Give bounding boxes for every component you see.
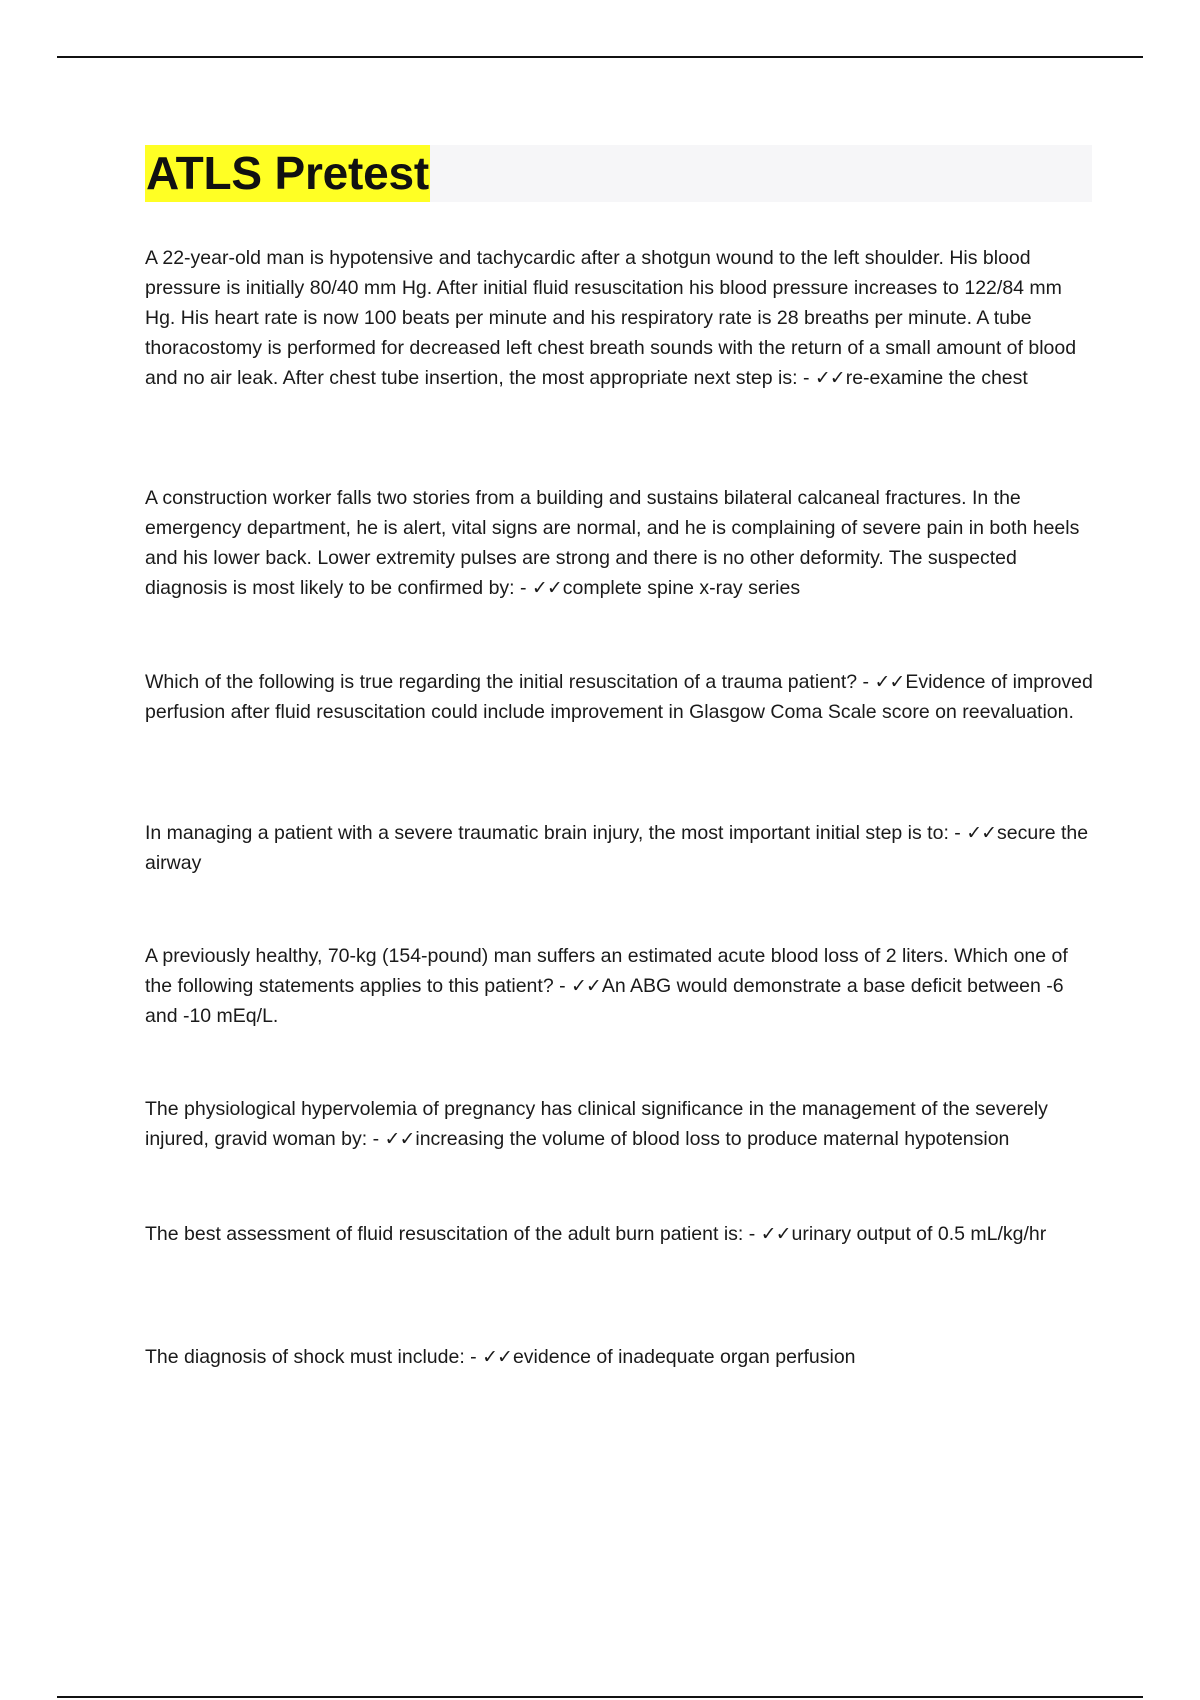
double-check-icon: ✓✓ xyxy=(531,577,562,599)
bottom-rule xyxy=(57,1696,1143,1698)
qa-item-2 xyxy=(145,483,1095,603)
double-check-icon: ✓✓ xyxy=(874,671,905,693)
double-check-icon: ✓✓ xyxy=(482,1346,512,1368)
question-text: The diagnosis of shock must include: - xyxy=(145,1346,483,1368)
double-check-icon: ✓✓ xyxy=(814,367,845,389)
qa-item-6 xyxy=(145,1094,1095,1154)
answer-text: An ABG would demonstrate a base deficit between -6 and -10 mEq/L. xyxy=(145,975,1064,1027)
qa-item-5 xyxy=(145,941,1095,1031)
double-check-icon: ✓✓ xyxy=(760,1223,791,1245)
double-check-icon: ✓✓ xyxy=(571,975,601,997)
answer-text: increasing the volume of blood loss to produce maternal hypotension xyxy=(415,1128,1010,1150)
question-text: A previously healthy, 70-kg (154-pound) man suffers an estimated acute blood loss of 2 liters. Which one of the following statements applies to this patient? - xyxy=(145,945,1068,997)
qa-item-3 xyxy=(145,667,1095,727)
answer-text: re-examine the chest xyxy=(845,367,1028,389)
answer-text: complete spine x-ray series xyxy=(562,577,801,599)
answer-text: evidence of inadequate organ perfusion xyxy=(512,1346,856,1368)
qa-item-4 xyxy=(145,818,1095,878)
qa-item-8 xyxy=(145,1342,1095,1372)
double-check-icon: ✓✓ xyxy=(384,1128,415,1150)
document-title: ATLS Pretest xyxy=(145,145,430,202)
question-text: A construction worker falls two stories from a building and sustains bilateral calcaneal fractures. In the emergency department, he is alert, vital signs are normal, and he is complaining of severe pain in both heels and his lower back. Lower extremity pulses are strong and there is no other deformity. The suspected diagnosis is most likely to be confirmed by: - xyxy=(145,487,1080,599)
answer-text: secure the airway xyxy=(145,822,1089,874)
double-check-icon: ✓✓ xyxy=(966,822,997,844)
answer-text: Evidence of improved perfusion after fluid resuscitation could include improvement in Glasgow Coma Scale score on reevaluation. xyxy=(145,671,1093,723)
top-rule xyxy=(57,56,1143,58)
qa-item-1 xyxy=(145,243,1095,393)
question-text: A 22-year-old man is hypotensive and tachycardic after a shotgun wound to the left shoulder. His blood pressure is initially 80/40 mm Hg. After initial fluid resuscitation his blood pressure increases to 122/84 mm Hg. His heart rate is now 100 beats per minute and his respiratory rate is 28 breaths per minute. A tube thoracostomy is performed for decreased left chest breath sounds with the return of a small amount of blood and no air leak. After chest tube insertion, the most appropriate next step is: - xyxy=(145,247,1077,389)
question-text: Which of the following is true regarding the initial resuscitation of a trauma patient? - xyxy=(145,671,875,693)
question-text: The physiological hypervolemia of pregnancy has clinical significance in the management of the severely injured, gravid woman by: - xyxy=(145,1098,1048,1150)
qa-item-7 xyxy=(145,1219,1095,1249)
answer-text: urinary output of 0.5 mL/kg/hr xyxy=(791,1223,1047,1245)
question-text: The best assessment of fluid resuscitation of the adult burn patient is: - xyxy=(145,1223,761,1245)
question-text: In managing a patient with a severe traumatic brain injury, the most important initial step is to: - xyxy=(145,822,967,844)
